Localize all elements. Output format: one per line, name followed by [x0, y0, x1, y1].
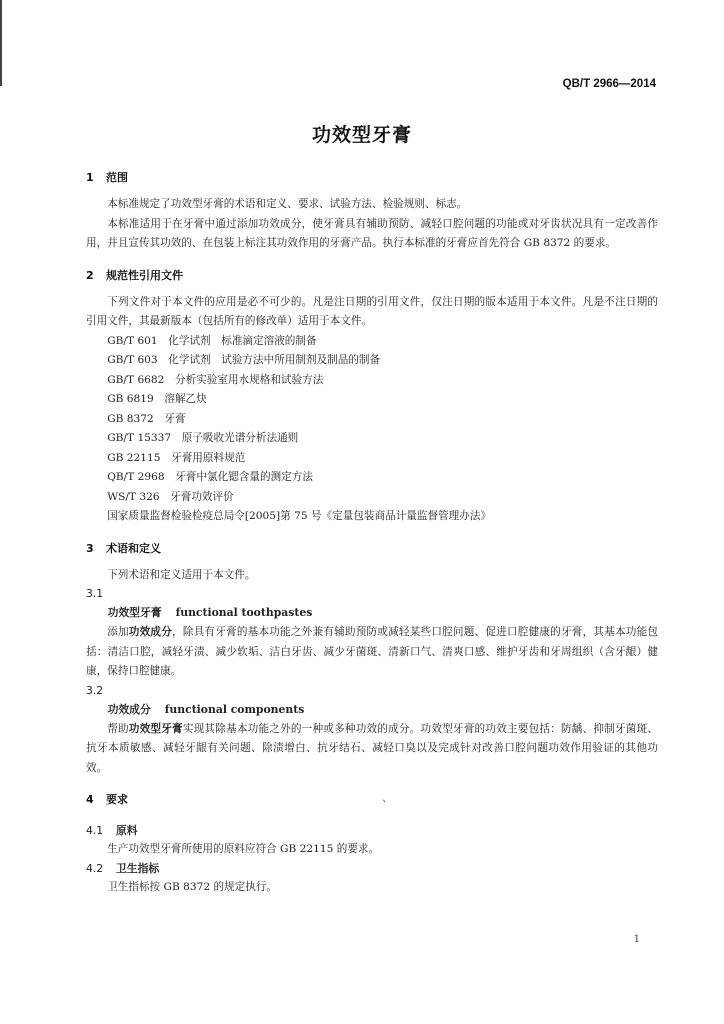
reference-item: GB/T 601 化学试剂 标准滴定溶液的制备: [107, 334, 317, 347]
reference-item: GB 8372 牙膏: [107, 412, 186, 425]
clause-number-3-1: 3.1: [86, 587, 104, 600]
section-3-heading: 3 术语和定义: [86, 541, 161, 555]
term-functional-components: 功效成分 functional components: [107, 702, 305, 716]
section-1-paragraph-2: 本标准适用于在牙膏中通过添加功效成分，使牙膏具有辅助预防、减轻口腔问题的功能或对牙齿状况具有一定改善作用，并且宣传其功效的、在包装上标注其功效作用的牙膏产品。执行本标准的牙膏应首先符合 GB 8372 的要求。: [86, 217, 658, 249]
section-1-heading: 1 范围: [86, 171, 128, 184]
reference-item: GB/T 603 化学试剂 试验方法中所用制剂及制品的制备: [107, 354, 381, 366]
section-2-intro: 下列文件对于本文件的应用是必不可少的。凡是注日期的引用文件，仅注日期的版本适用于本文件。凡是不注日期的引用文件，其最新版本（包括所有的修改单）适用于本文件。: [86, 295, 658, 327]
clause-number-3-2: 3.2: [86, 683, 104, 697]
section-3-intro: 下列术语和定义适用于本文件。: [107, 568, 256, 581]
reference-item: GB/T 15337 原子吸收光谱分析法通则: [107, 432, 299, 444]
page-edge-mark: [0, 0, 2, 86]
reference-item: GB 6819 溶解乙炔: [107, 393, 207, 405]
term-definition-3-2: 帮助功效型牙膏实现其除基本功能之外的一种或多种功效的成分。功效型牙膏的功效主要包括：防龋、抑制牙菌斑、抗牙本质敏感、减轻牙龈有关问题、除渍增白、抗牙结石、减轻口臭以及完成针对改善口腔问题功效作用验证的其他功效。: [86, 722, 659, 774]
subsection-4-2-text: 卫生指标按 GB 8372 的规定执行。: [107, 880, 278, 893]
subsection-4-1-heading: 4.1 原料: [86, 824, 138, 837]
reference-item: GB/T 6682 分析实验室用水规格和试验方法: [107, 373, 324, 386]
standard-code: QB/T 2966—2014: [562, 78, 656, 90]
page-number: 1: [633, 934, 640, 945]
reference-item: QB/T 2968 牙膏中氯化锶含量的测定方法: [107, 471, 313, 483]
stray-mark: 、: [382, 791, 393, 804]
subsection-4-2-heading: 4.2 卫生指标: [86, 861, 160, 875]
term-definition-3-1: 添加功效成分，除具有牙膏的基本功能之外兼有辅助预防或减轻某些口腔问题、促进口腔健康的牙膏，其基本功能包括：清洁口腔，减轻牙渍、减少软垢、洁白牙齿、减少牙菌斑、清新口气、清爽口感、维护牙齿和牙周组织（含牙龈）健康，保持口腔健康。: [86, 626, 658, 677]
document-body: [86, 170, 658, 897]
reference-list: [86, 332, 658, 527]
reference-item: WS/T 326 牙膏功效评价: [107, 490, 234, 503]
section-1-paragraph-1: 本标准规定了功效型牙膏的术语和定义、要求、试验方法、检验规则、标志。: [107, 198, 468, 210]
section-2-heading: 2 规范性引用文件: [86, 268, 183, 282]
section-4-heading: 4 要求 、: [86, 791, 393, 806]
reference-item: GB 22115 牙膏用原料规范: [107, 451, 246, 464]
subsection-4-1-text: 生产功效型牙膏所使用的原料应符合 GB 22115 的要求。: [107, 843, 380, 855]
term-functional-toothpastes: 功效型牙膏 functional toothpastes: [107, 606, 313, 619]
reference-item: 国家质量监督检验检疫总局令[2005]第 75 号《定量包装商品计量监督管理办法》: [107, 510, 492, 522]
document-title: 功效型牙膏: [311, 124, 412, 146]
